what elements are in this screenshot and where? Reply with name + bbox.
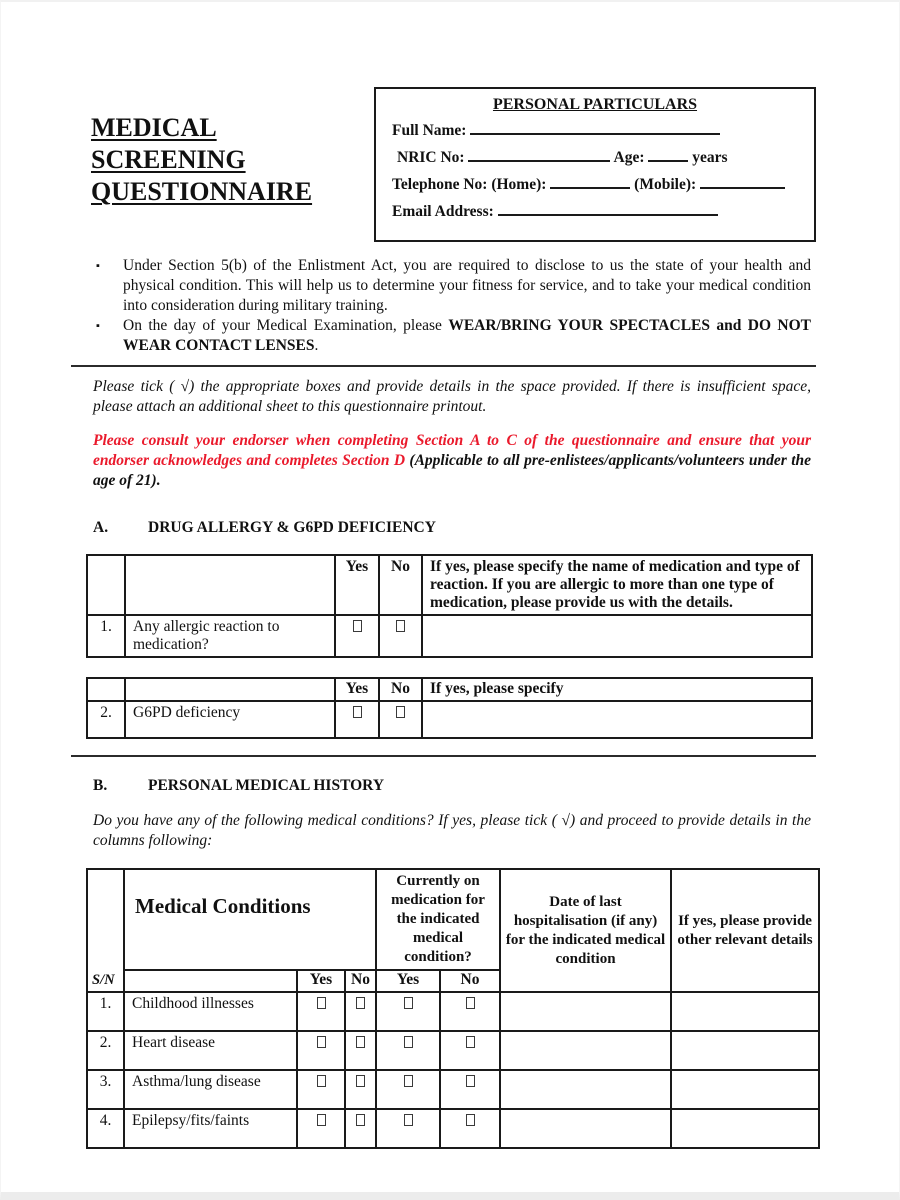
condition-label: Childhood illnesses [124,992,297,1031]
checkbox-no[interactable] [356,1114,365,1126]
condition-label: Epilepsy/fits/faints [124,1109,297,1148]
section-b-heading [93,777,899,795]
g6pd-table [86,677,813,739]
no-cell [379,701,422,738]
personal-particulars-title: PERSONAL PARTICULARS [492,96,698,113]
medication-header: Currently on medication for the indicated medical condition? [376,869,500,970]
drug-allergy-table [86,554,813,658]
checkbox-yes[interactable] [353,620,362,632]
section-a-title: DRUG ALLERGY & G6PD DEFICIENCY [148,519,436,536]
section-b-letter: B. [93,777,108,794]
yes-cell [335,701,379,738]
notice-spectacles [96,316,811,356]
no-header: No [379,555,422,615]
medication-yes-cell [376,1070,440,1109]
details-entry-cell[interactable] [671,1109,819,1148]
telephone-row [392,176,798,194]
hospitalisation-header: Date of last hospitalisation (if any) for the indicated medical condition [500,869,671,992]
medication-no-cell [440,992,500,1031]
nric-label: NRIC No: [397,149,465,166]
telephone-home-label: Telephone No: (Home): [392,176,547,193]
full-name-label: Full Name: [392,122,467,139]
yes-header: Yes [335,678,379,701]
row-number: 1. [87,992,124,1031]
question-label: Any allergic reaction to medication? [125,615,335,657]
empty-header-cell [87,678,125,701]
divider-line [71,755,816,757]
medication-no-cell [440,1070,500,1109]
medication-yes-header: Yes [376,970,440,992]
table-row [87,1070,819,1109]
g6pd-header-row [87,678,812,701]
row-number: 2. [87,701,125,738]
no-cell [379,615,422,657]
no-header: No [379,678,422,701]
yes-cell [297,1070,345,1109]
nric-field[interactable] [468,149,610,162]
square-bullet-icon: ▪ [96,260,100,272]
details-entry-cell[interactable] [671,1070,819,1109]
divider-line [71,365,816,367]
checkbox-no[interactable] [396,706,405,718]
medication-yes-cell [376,992,440,1031]
hospitalisation-entry-cell[interactable] [500,1109,671,1148]
personal-particulars-box [374,87,816,242]
checkbox-no[interactable] [396,620,405,632]
checkbox-no[interactable] [356,997,365,1009]
header [1,2,899,242]
full-name-field[interactable] [470,122,720,135]
email-label: Email Address: [392,203,494,220]
table-row [87,1109,819,1148]
checkbox-medication-yes[interactable] [404,997,413,1009]
detail-header: If yes, please specify [422,678,812,701]
checkbox-yes[interactable] [353,706,362,718]
checkbox-medication-yes[interactable] [404,1114,413,1126]
notice-list [96,256,811,356]
checkbox-yes[interactable] [317,1114,326,1126]
details-entry-cell[interactable] [671,992,819,1031]
table-row [87,701,812,738]
endorser-instruction-red: Please consult your endorser when completing Section A to C of the questionnaire and ensure that your endorser acknowledges and completes Section D [93,432,811,469]
medication-no-header: No [440,970,500,992]
square-bullet-icon: ▪ [96,320,100,332]
email-row [392,203,798,221]
age-field[interactable] [648,149,688,162]
checkbox-no[interactable] [356,1075,365,1087]
telephone-mobile-label: (Mobile): [634,176,697,193]
full-name-row [392,122,798,140]
table-row [87,992,819,1031]
medication-yes-cell [376,1031,440,1070]
notice-enlistment-text: Under Section 5(b) of the Enlistment Act, you are required to disclose to us the state of your health and physical condition. This will help us to determine your fitness for service, and to take your medical condition into consideration during military training. [123,257,811,314]
medication-no-cell [440,1109,500,1148]
table-row [87,615,812,657]
years-label: years [692,149,728,166]
checkbox-medication-no[interactable] [466,997,475,1009]
empty-header-cell [125,555,335,615]
section-b-title: PERSONAL MEDICAL HISTORY [148,777,385,794]
medical-history-main-header [87,869,819,970]
checkbox-yes[interactable] [317,1036,326,1048]
yes-cell [335,615,379,657]
checkbox-medication-yes[interactable] [404,1036,413,1048]
conditions-header: Medical Conditions [124,869,376,970]
endorser-instruction [93,431,811,491]
notice-enlistment-act [96,256,811,316]
checkbox-yes[interactable] [317,997,326,1009]
checkbox-medication-no[interactable] [466,1075,475,1087]
detail-entry-cell[interactable] [422,701,812,738]
row-number: 4. [87,1109,124,1148]
telephone-home-field[interactable] [550,176,630,189]
sn-header: S/N [87,869,124,992]
row-number: 1. [87,615,125,657]
no-header: No [345,970,376,992]
yes-header: Yes [335,555,379,615]
checkbox-medication-no[interactable] [466,1036,475,1048]
medication-no-cell [440,1031,500,1070]
hospitalisation-entry-cell[interactable] [500,992,671,1031]
checkbox-yes[interactable] [317,1075,326,1087]
checkbox-no[interactable] [356,1036,365,1048]
no-cell [345,992,376,1031]
email-field[interactable] [498,203,718,216]
section-a-letter: A. [93,519,109,536]
checkbox-medication-yes[interactable] [404,1075,413,1087]
condition-label: Heart disease [124,1031,297,1070]
row-number: 3. [87,1070,124,1109]
details-entry-cell[interactable] [671,1031,819,1070]
medication-yes-cell [376,1109,440,1148]
drug-allergy-header-row [87,555,812,615]
row-number: 2. [87,1031,124,1070]
detail-entry-cell[interactable] [422,615,812,657]
section-a-heading [93,519,899,537]
page-title: MEDICAL SCREENING QUESTIONNAIRE [91,113,313,206]
age-label: Age: [613,149,645,166]
empty-header-cell [125,678,335,701]
hospitalisation-entry-cell[interactable] [500,1031,671,1070]
no-cell [345,1109,376,1148]
empty-header-cell [87,555,125,615]
spectacles-bold-text: WEAR/BRING YOUR SPECTACLES and DO NOT WEAR CONTACT LENSES [123,317,812,354]
medical-history-table [86,868,820,1149]
condition-label: Asthma/lung disease [124,1070,297,1109]
nric-age-row [392,149,798,167]
table-row [87,1031,819,1070]
yes-header: Yes [297,970,345,992]
detail-header: If yes, please specify the name of medication and type of reaction. If you are allergic to more than one type of medication, please provide us with the details. [422,555,812,615]
empty-header-cell [124,970,297,992]
yes-cell [297,1109,345,1148]
hospitalisation-entry-cell[interactable] [500,1070,671,1109]
tick-instruction: Please tick ( √) the appropriate boxes and provide details in the space provided. If there is insufficient space, please attach an additional sheet to this questionnaire printout. [93,378,811,415]
yes-cell [297,1031,345,1070]
checkbox-medication-no[interactable] [466,1114,475,1126]
question-label: G6PD deficiency [125,701,335,738]
notice-spectacles-text: On the day of your Medical Examination, please WEAR/BRING YOUR SPECTACLES and DO NOT WEAR CONTACT LENSES. [123,317,812,354]
section-b-intro: Do you have any of the following medical conditions? If yes, please tick ( √) and proceed to provide details in the columns following: [93,812,811,849]
details-header: If yes, please provide other relevant details [671,869,819,992]
endorser-instruction-black: (Applicable to all pre-enlistees/applicants/volunteers under the age of 21). [93,452,811,489]
telephone-mobile-field[interactable] [700,176,785,189]
yes-cell [297,992,345,1031]
no-cell [345,1070,376,1109]
no-cell [345,1031,376,1070]
